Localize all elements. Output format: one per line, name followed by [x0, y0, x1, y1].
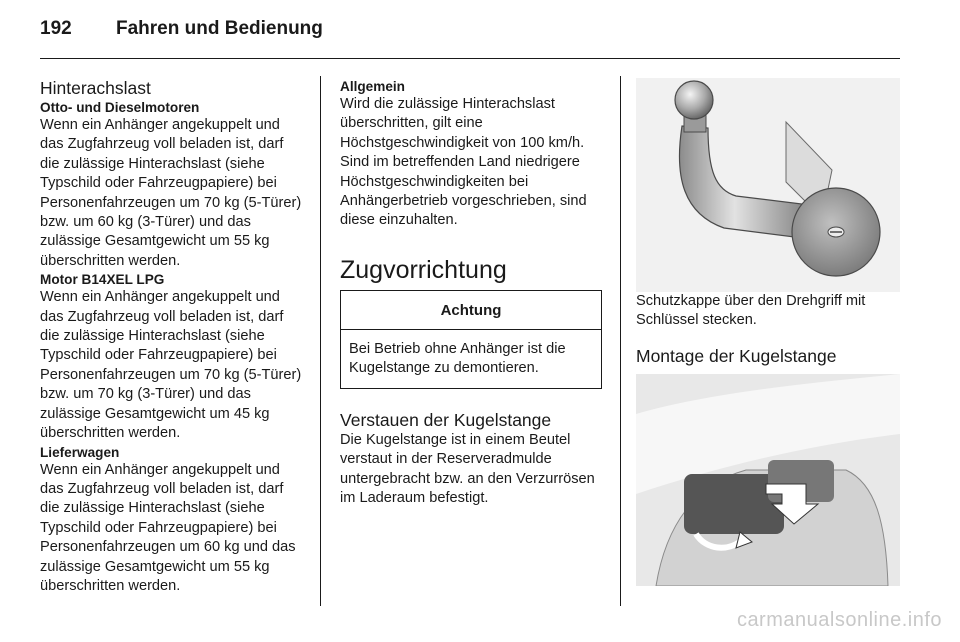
page-header: [40, 18, 323, 40]
text-petrol-diesel: Wenn ein Anhänger angekuppelt und das Zugfahrzeug voll beladen ist, darf die zulässige Hinterachslast (siehe Typschild oder Fahrzeugpapiere) bei Personenfahrzeugen um 70 kg (5-Türer) bzw. um 60 kg (3-Türer) und das zulässige Gesamtgewicht um 55 kg überschritten werden.: [40, 117, 302, 269]
ball-mount-installation-photo: [636, 374, 900, 586]
main-heading-towing-device: Zugvorrichtung: [340, 255, 507, 284]
installation-svg: [636, 374, 900, 586]
figure-caption: Schutzkappe über den Drehgriff mit Schlüssel stecken.: [636, 293, 866, 329]
block-petrol-diesel: [40, 99, 306, 271]
column-divider-2: [620, 76, 621, 606]
warning-box: [340, 290, 602, 389]
subheading-petrol-diesel: Otto- und Dieselmotoren: [40, 100, 200, 115]
warning-text: Bei Betrieb ohne Anhänger ist die Kugelstange zu demontieren.: [349, 340, 566, 377]
column-right: [636, 78, 900, 586]
tow-ball-svg: [636, 78, 900, 292]
header-rule: [40, 58, 900, 59]
subheading-general: Allgemein: [340, 79, 405, 94]
warning-title: Achtung: [341, 291, 601, 329]
page-number: 192: [40, 18, 72, 39]
chapter-title: Fahren und Bedienung: [116, 18, 323, 39]
tow-ball-illustration: [636, 78, 900, 292]
watermark: carmanualsonline.info: [736, 609, 942, 631]
column-left: [40, 78, 306, 596]
text-lpg: Wenn ein Anhänger angekuppelt und das Zugfahrzeug voll beladen ist, darf die zulässige Hinterachslast (siehe Typschild oder Fahrzeugpapiere) bei Personenfahrzeugen um 70 kg (5-Türer) bzw. um 70 kg (3-Türer) und das zulässige Gesamtgewicht um 45 kg überschritten werden.: [40, 289, 302, 442]
column-divider-1: [320, 76, 321, 606]
block-lpg: [40, 271, 306, 443]
subheading-van: Lieferwagen: [40, 444, 120, 460]
subheading-lpg: Motor B14XEL LPG: [40, 272, 165, 288]
block-van: [40, 444, 306, 597]
section-title-rear-axle-load: Hinterachslast: [40, 78, 151, 98]
text-general: Wird die zulässige Hinterachslast überschritten, gilt eine Höchstgeschwindigkeit von 100 km/h. Sind im betreffenden Land niedrigere Höchstgeschwindigkeiten bei Anhängerbetrieb vorgeschrieben, sind diese einzuhalten.: [340, 96, 587, 229]
text-van: Wenn ein Anhänger angekuppelt und das Zugfahrzeug voll beladen ist, darf die zulässige Hinterachslast (siehe Typschild oder Fahrzeugpapiere) bei Personenfahrzeugen um 60 kg und das zulässige Gesamtgewicht um 55 kg überschritten werden.: [40, 461, 296, 594]
section-storage: Verstauen der Kugelstange: [340, 410, 552, 431]
column-middle: [340, 78, 602, 509]
text-storage: Die Kugelstange ist in einem Beutel verstaut in der Reserveradmulde untergebracht bzw. an den Verzurrösen im Laderaum befestigt.: [340, 431, 595, 507]
section-mounting: Montage der Kugelstange: [636, 345, 837, 366]
